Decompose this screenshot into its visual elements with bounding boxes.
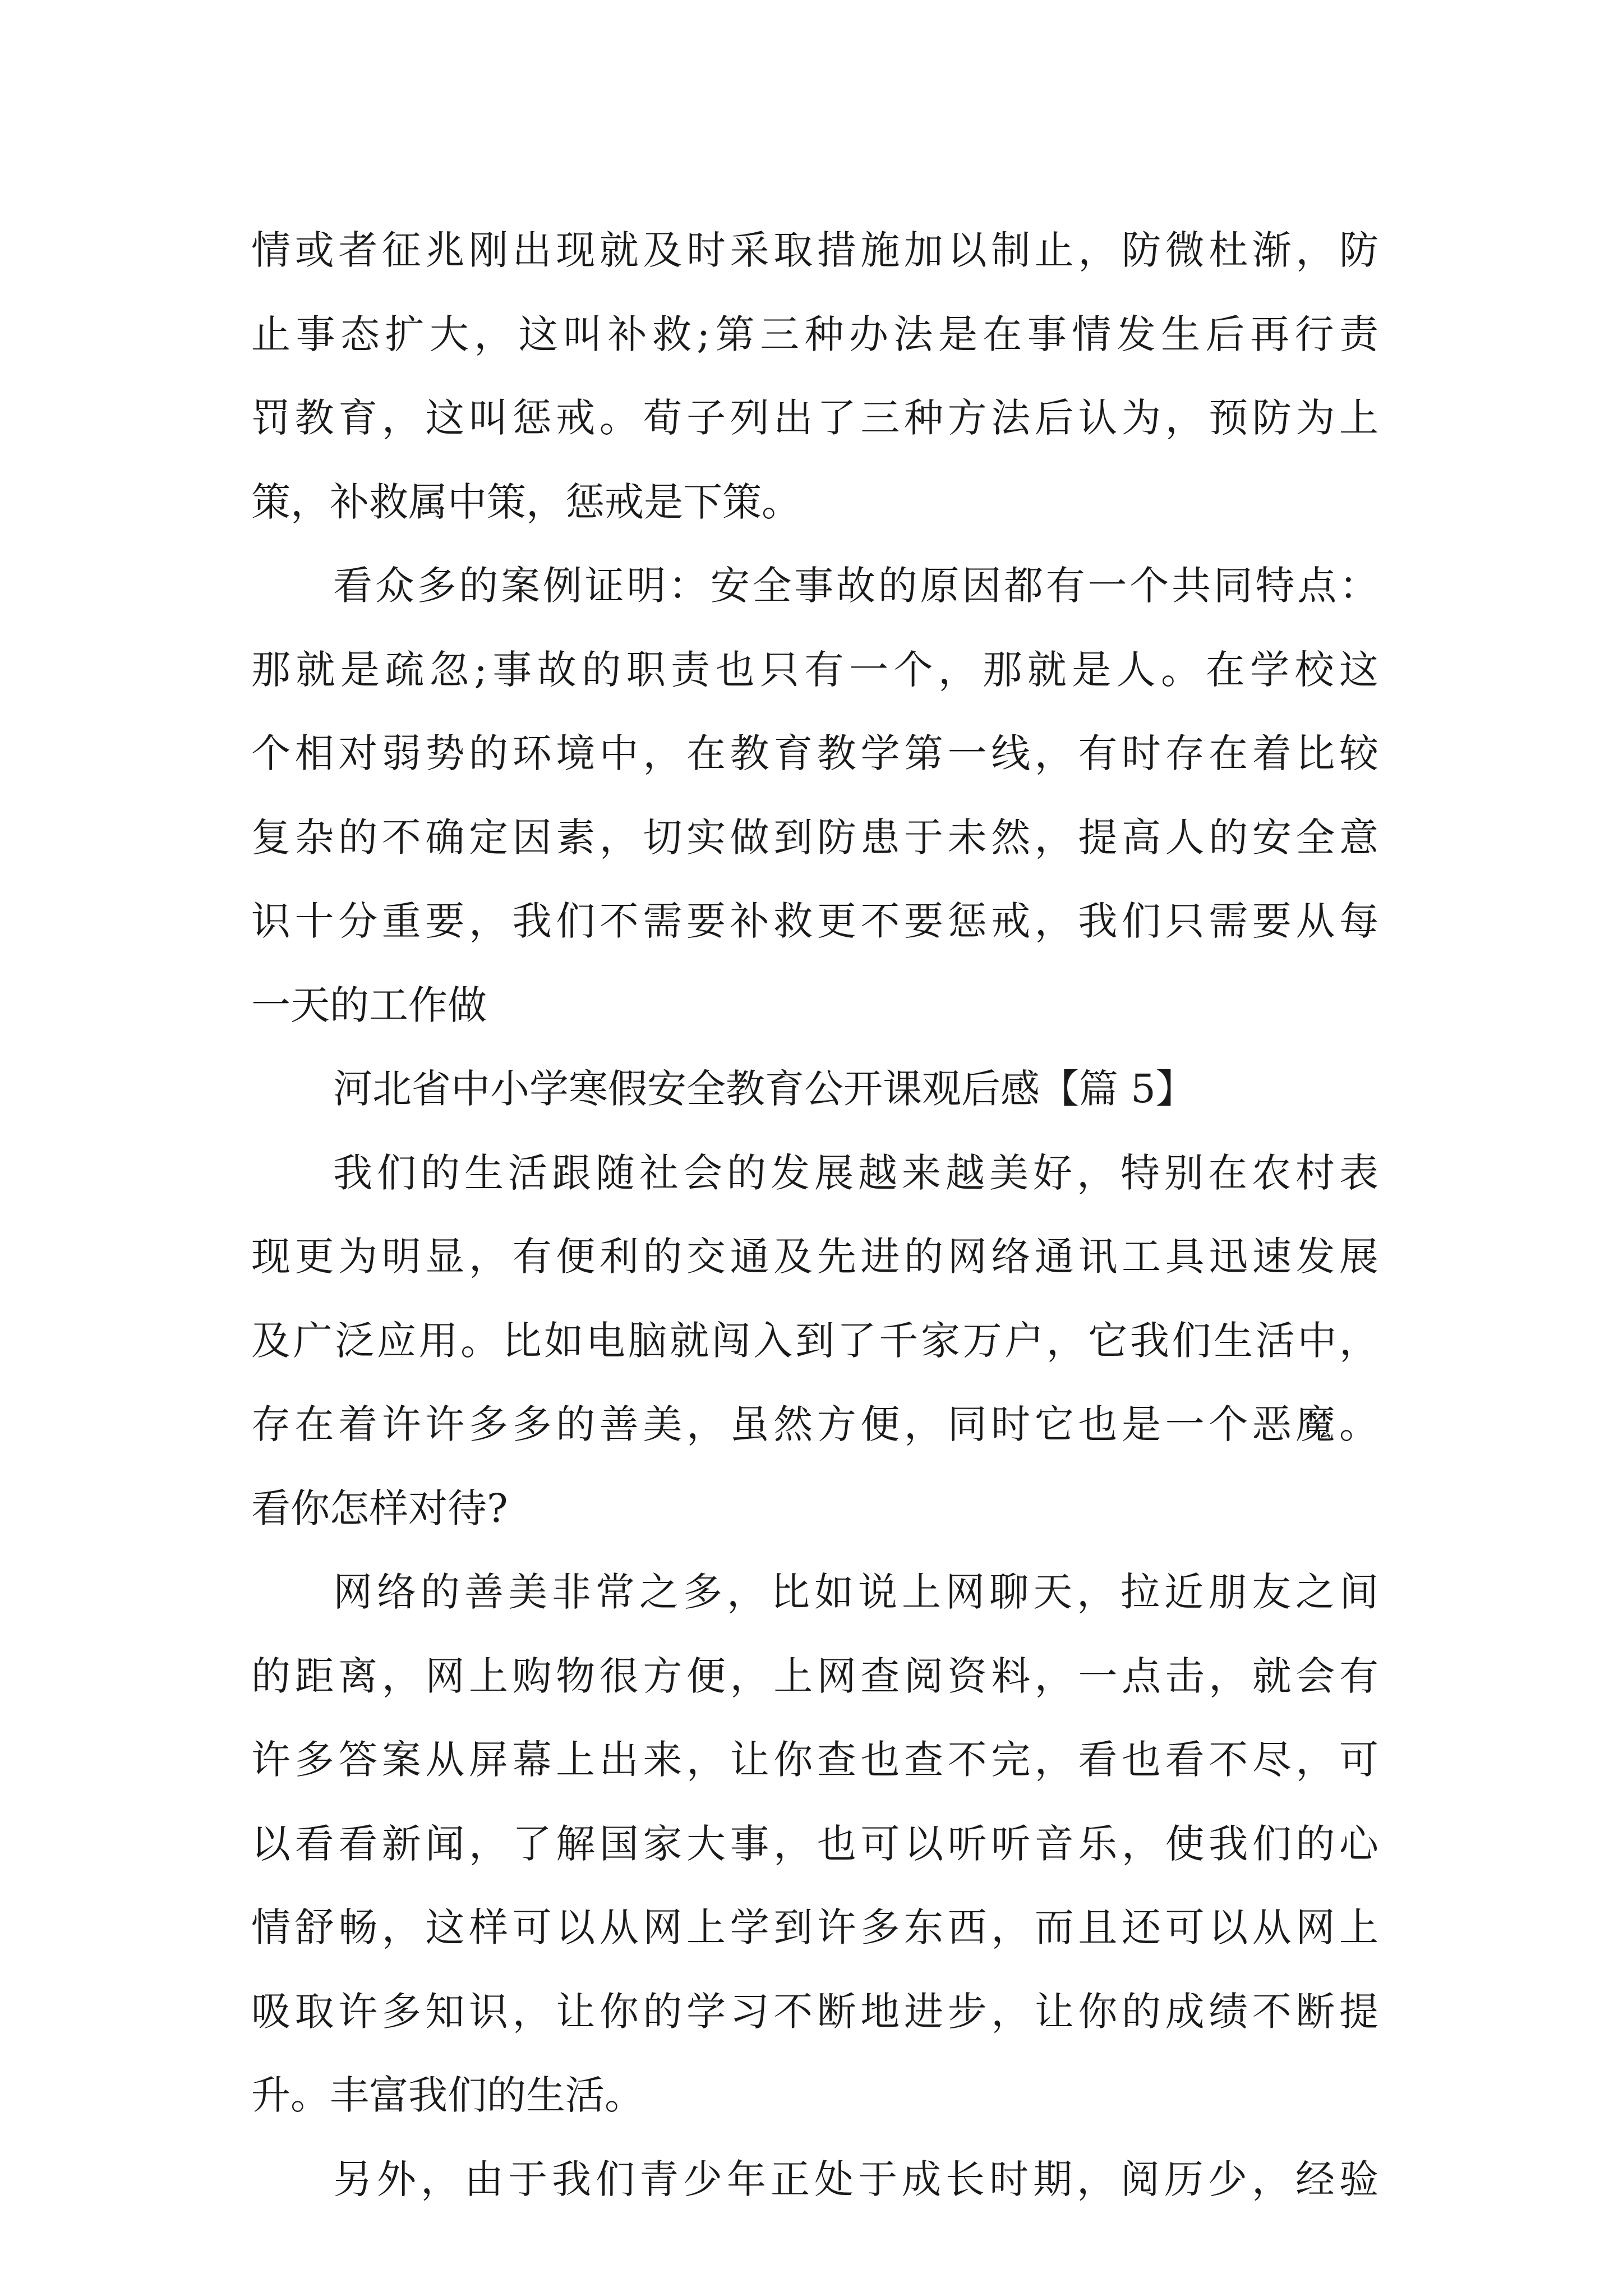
text-line: 看众多的案例证明：安全事故的原因都有一个共同特点： xyxy=(333,563,1378,609)
text-line: 那就是疏忽;事故的职责也只有一个，那就是人。在学校这 xyxy=(251,646,1378,693)
text-line: 情舒畅，这样可以从网上学到许多东西，而且还可以从网上 xyxy=(251,1904,1378,1950)
text-line: 看你怎样对待? xyxy=(251,1485,508,1531)
text-line: 网络的善美非常之多，比如说上网聊天，拉近朋友之间 xyxy=(333,1569,1378,1615)
text-line: 一天的工作做 xyxy=(251,982,487,1028)
body-text xyxy=(251,209,1378,2221)
text-line: 河北省中小学寒假安全教育公开课观后感【篇 5】 xyxy=(333,1066,1195,1112)
text-line: 许多答案从屏幕上出来，让你查也查不完，看也看不尽，可 xyxy=(251,1737,1378,1783)
text-line: 情或者征兆刚出现就及时采取措施加以制止，防微杜渐，防 xyxy=(251,227,1378,273)
text-line: 的距离，网上购物很方便，上网查阅资料，一点击，就会有 xyxy=(251,1653,1378,1699)
text-line: 存在着许许多多的善美，虽然方便，同时它也是一个恶魔。 xyxy=(251,1401,1378,1447)
text-line: 止事态扩大，这叫补救;第三种办法是在事情发生后再行责 xyxy=(251,311,1378,357)
text-line: 现更为明显，有便利的交通及先进的网络通讯工具迅速发展 xyxy=(251,1234,1378,1280)
text-line: 我们的生活跟随社会的发展越来越美好，特别在农村表 xyxy=(333,1149,1378,1196)
text-line: 以看看新闻，了解国家大事，也可以听听音乐，使我们的心 xyxy=(251,1820,1378,1867)
text-line: 另外，由于我们青少年正处于成长时期，阅历少，经验 xyxy=(333,2156,1378,2202)
text-line: 罚教育，这叫惩戒。荀子列出了三种方法后认为，预防为上 xyxy=(251,395,1378,441)
text-line: 个相对弱势的环境中，在教育教学第一线，有时存在着比较 xyxy=(251,730,1378,776)
text-line: 吸取许多知识，让你的学习不断地进步，让你的成绩不断提 xyxy=(251,1988,1378,2035)
text-line: 策，补救属中策，惩戒是下策。 xyxy=(251,478,801,525)
text-line: 复杂的不确定因素，切实做到防患于未然，提高人的安全意 xyxy=(251,814,1378,861)
text-line: 升。丰富我们的生活。 xyxy=(251,2072,644,2118)
text-line: 识十分重要，我们不需要补救更不要惩戒，我们只需要从每 xyxy=(251,898,1378,944)
text-line: 及广泛应用。比如电脑就闯入到了千家万户，它我们生活中， xyxy=(251,1317,1378,1364)
